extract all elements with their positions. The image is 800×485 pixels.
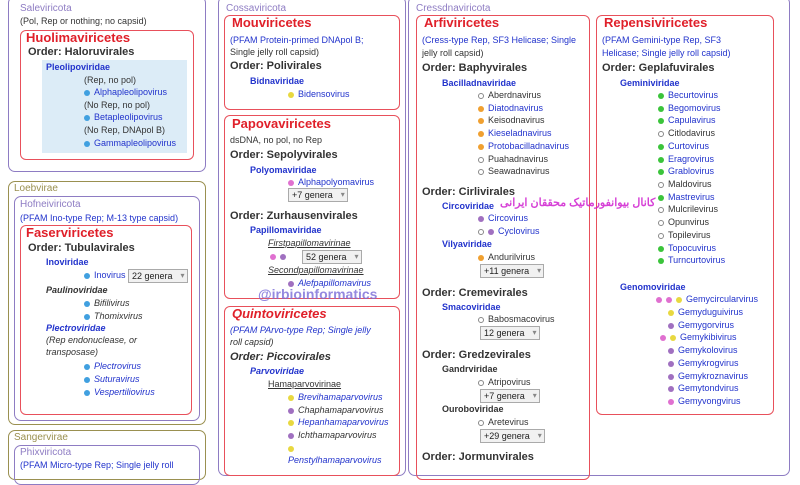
genus-dot-icon <box>666 297 672 303</box>
unknown-dot-icon <box>658 207 664 213</box>
seawadnavirus-genus[interactable]: Seawadnavirus <box>478 166 550 177</box>
brevihamaparvovirus-genus[interactable]: Brevihamaparvovirus <box>288 392 383 403</box>
genus-dot-icon <box>84 273 90 279</box>
maldovirus-genus[interactable]: Maldovirus <box>658 179 712 190</box>
arfiviricetes-title: Arfiviricetes <box>424 15 500 30</box>
suturavirus-genus[interactable]: Suturavirus <box>84 374 140 385</box>
topocuvirus-genus[interactable]: Topocuvirus <box>658 243 716 254</box>
papillomaviridae-family[interactable]: Papillomaviridae <box>250 225 322 235</box>
genus-dot-icon <box>660 335 666 341</box>
genus-dot-icon <box>478 118 484 124</box>
firstpapilloma-genera-select[interactable]: 52 genera ▾ <box>302 250 362 264</box>
bidensovirus-genus[interactable]: Bidensovirus <box>288 89 350 100</box>
ouroboviridae-family[interactable]: Ouroboviridae <box>442 404 504 414</box>
topilevirus-genus[interactable]: Topilevirus <box>658 230 711 241</box>
gemykolovirus-genus[interactable]: Gemykolovirus <box>668 345 738 356</box>
ichthamaparvovirus-genus[interactable]: Ichthamaparvovirus <box>288 430 377 441</box>
genomoviridae-family[interactable]: Genomoviridae <box>620 282 686 292</box>
cirlivirales-order: Order: Cirlivirales <box>422 186 515 198</box>
inovirus-genus[interactable]: Inovirus <box>84 270 126 281</box>
genus-dot-icon <box>658 169 664 175</box>
mouviricetes-title: Mouviricetes <box>232 15 312 30</box>
genus-dot-icon <box>668 374 674 380</box>
firstpapilloma-dots <box>270 251 290 262</box>
vilya-genera-select[interactable]: +11 genera ▾ <box>480 264 544 278</box>
hepanhamaparvovirus-genus[interactable]: Hepanhamaparvovirus <box>288 417 389 428</box>
genus-dot-icon <box>478 144 484 150</box>
genus-dot-icon <box>478 106 484 112</box>
genus-dot-icon <box>658 144 664 150</box>
aberdnavirus-genus[interactable]: Aberdnavirus <box>478 90 541 101</box>
faserviricetes-title: Faserviricetes <box>26 225 114 240</box>
penstylhamaparvovirus-genus[interactable]: Penstylhamaparvovirus <box>288 455 382 465</box>
channel-watermark: کانال بیوانفورماتیک محققان ایرانی <box>500 197 656 209</box>
grablovirus-genus[interactable]: Grablovirus <box>658 166 714 177</box>
genus-dot-icon <box>84 377 90 383</box>
genus-dot-icon <box>478 216 484 222</box>
gandr-genera-select[interactable]: +7 genera ▾ <box>480 389 540 403</box>
papovaviricetes-title: Papovaviricetes <box>232 116 332 131</box>
repensiviricetes-note-1: (PFAM Gemini-type Rep, SF3 <box>602 35 722 45</box>
unknown-dot-icon <box>478 93 484 99</box>
genus-dot-icon <box>658 106 664 112</box>
genus-dot-icon <box>84 115 90 121</box>
quintoviricetes-note-2: roll capsid) <box>230 337 274 347</box>
inoviridae-family[interactable]: Inoviridae <box>46 257 89 267</box>
polivirales-order: Order: Polivirales <box>230 60 322 72</box>
phixviricota-note: (PFAM Micro-type Rep; Single jelly roll <box>20 460 174 470</box>
genus-dot-icon <box>84 141 90 147</box>
jormunvirales-order: Order: Jormunvirales <box>422 451 534 463</box>
papovaviricetes-note: dsDNA, no pol, no Rep <box>230 135 323 145</box>
genus-dot-icon <box>478 131 484 137</box>
saleviricota-title: Saleviricota <box>20 3 72 14</box>
geminiviridae-family[interactable]: Geminiviridae <box>620 78 680 88</box>
genus-dot-icon <box>478 255 484 261</box>
genus-dot-icon <box>670 335 676 341</box>
penstyl-dot <box>288 443 298 454</box>
genus-dot-icon <box>288 408 294 414</box>
cressdnaviricota-title: Cressdnaviricota <box>416 3 491 14</box>
genus-dot-icon <box>658 93 664 99</box>
gemyduguivirus-genus[interactable]: Gemyduguivirus <box>668 307 743 318</box>
firstpapillomavirinae-subfamily[interactable]: Firstpapillomavirinae <box>268 238 351 248</box>
genus-dot-icon <box>668 386 674 392</box>
unknown-dot-icon <box>658 131 664 137</box>
capulavirus-genus[interactable]: Capulavirus <box>658 115 716 126</box>
smacoviridae-family[interactable]: Smacoviridae <box>442 302 501 312</box>
mouviricetes-note-1: (PFAM Protein-primed DNApol B; <box>230 35 364 45</box>
genus-dot-icon <box>288 180 294 186</box>
quintoviricetes-title: Quintoviricetes <box>232 306 327 321</box>
arfiviricetes-note-2: jelly roll capsid) <box>422 48 484 58</box>
piccovirales-order: Order: Piccovirales <box>230 351 331 363</box>
mouviricetes-note-2: Single jelly roll capsid) <box>230 47 320 57</box>
handle-watermark: @irbioinformatics <box>258 286 378 302</box>
andurilvirus-genus[interactable]: Anduril​virus <box>478 252 535 263</box>
thomixvirus-genus[interactable]: Thomixvirus <box>84 311 143 322</box>
betapleolipovirus-genus[interactable]: Betapleolipovirus <box>84 112 163 123</box>
mastrevirus-genus[interactable]: Mastrevirus <box>658 192 715 203</box>
ourobo-genera-select[interactable]: +29 genera ▾ <box>480 429 545 443</box>
sangervirae-title: Sangervirae <box>14 432 68 443</box>
genus-dot-icon <box>668 399 674 405</box>
genus-dot-icon <box>84 90 90 96</box>
curtovirus-genus[interactable]: Curtovirus <box>658 141 709 152</box>
gemygorvirus-genus[interactable]: Gemygorvirus <box>668 320 734 331</box>
atripovirus-genus[interactable]: Atripovirus <box>478 377 531 388</box>
secondpapillomavirinae-subfamily[interactable]: Secondpapillomavirinae <box>268 265 364 275</box>
genus-dot-icon <box>288 92 294 98</box>
protobacilladnavirus-genus[interactable]: Protobacilladnavirus <box>478 141 569 152</box>
citlodavirus-genus[interactable]: Citlodavirus <box>658 128 715 139</box>
repensiviricetes-title: Repensiviricetes <box>604 15 708 30</box>
eragrovirus-genus[interactable]: Eragrovirus <box>658 154 714 165</box>
gemytondvirus-genus[interactable]: Gemytondvirus <box>668 383 739 394</box>
gammapleolipovirus-genus[interactable]: Gammapleolipovirus <box>84 138 176 149</box>
genus-dot-icon <box>288 433 294 439</box>
plectro-note-2: transposase) <box>46 347 99 357</box>
genus-dot-icon <box>84 390 90 396</box>
parvoviridae-family[interactable]: Parvoviridae <box>250 366 305 376</box>
chaphamaparvovirus-genus[interactable]: Chaphamaparvovirus <box>288 405 384 416</box>
kieseladnavirus-genus[interactable]: Kieseladnavirus <box>478 128 552 139</box>
unknown-dot-icon <box>478 380 484 386</box>
hamaparvovirinae-subfamily[interactable]: Hamaparvovirinae <box>268 379 342 389</box>
repensiviricetes-note-2: Helicase; Single jelly roll capsid) <box>602 48 731 58</box>
gemykrogvirus-genus[interactable]: Gemykrogvirus <box>668 358 739 369</box>
puahadnavirus-genus[interactable]: Puahadnavirus <box>478 154 548 165</box>
plectro-note-1: (Rep endonuclease, or <box>46 335 138 345</box>
gandrviridae-family[interactable]: Gandrviridae <box>442 364 498 374</box>
quintoviricetes-note-1: (PFAM PArvo-type Rep; Single jelly <box>230 325 371 335</box>
genus-dot-icon <box>488 229 494 235</box>
diatodnavirus-genus[interactable]: Diatodnavirus <box>478 103 543 114</box>
gemyvongvirus-genus[interactable]: Gemyvongvirus <box>668 396 741 407</box>
genus-dot-icon <box>84 301 90 307</box>
zurhausenvirales-order: Order: Zurhausenvirales <box>230 210 358 222</box>
unknown-dot-icon <box>658 220 664 226</box>
gemycircularvirus-genus[interactable]: Gemycircularvirus <box>656 294 758 305</box>
paulinoviridae-family[interactable]: Paulinoviridae <box>46 285 108 295</box>
aretevirus-genus[interactable]: Aretevirus <box>478 417 529 428</box>
bidnaviridae-family[interactable]: Bidnaviridae <box>250 76 305 86</box>
plectrovirus-genus[interactable]: Plectrovirus <box>84 361 141 372</box>
genus-dot-icon <box>658 258 664 264</box>
genus-dot-icon <box>84 364 90 370</box>
genus-dot-icon <box>668 361 674 367</box>
unknown-dot-icon <box>658 182 664 188</box>
hofneiviricota-note: (PFAM Ino-type Rep; M-13 type capsid) <box>20 213 179 223</box>
unknown-dot-icon <box>478 420 484 426</box>
vespertiliovirus-genus[interactable]: Vespertiliovirus <box>84 387 155 398</box>
mulcrilevirus-genus[interactable]: Mulcrilevirus <box>658 204 718 215</box>
tubulavirales-order: Order: Tubulavirales <box>28 242 135 254</box>
haloruvirales-order: Order: Haloruvirales <box>28 46 135 58</box>
gemykroznavirus-genus[interactable]: Gemykroznavirus <box>668 371 748 382</box>
babosmacovirus-genus[interactable]: Babosmacovirus <box>478 314 555 325</box>
inovirus-genera-select[interactable]: 22 genera ▾ <box>128 269 188 283</box>
unknown-dot-icon <box>478 317 484 323</box>
pleolipo-note-3: (No Rep, DNApol B) <box>84 125 166 135</box>
huolimaviricetes-title: Huolimaviricetes <box>26 30 131 45</box>
gredzevirales-order: Order: Gredzevirales <box>422 349 531 361</box>
sepolyvirales-order: Order: Sepolyvirales <box>230 149 338 161</box>
smaco-genera-select[interactable]: 12 genera ▾ <box>480 326 540 340</box>
cossaviricota-title: Cossaviricota <box>226 3 287 14</box>
loebvirae-title: Loebvirae <box>14 183 58 194</box>
circovirus-genus[interactable]: Circovirus <box>478 213 528 224</box>
unknown-dot-icon <box>478 229 484 235</box>
genus-dot-icon <box>656 297 662 303</box>
phixviricota-title: Phixviricota <box>20 447 72 458</box>
alefpapillomavirus-genus[interactable]: Alefpapillomavirus <box>288 278 371 289</box>
genus-dot-icon <box>668 348 674 354</box>
alphapolyomavirus-genus[interactable]: Alphapolyomavirus <box>288 177 374 188</box>
genus-dot-icon <box>658 157 664 163</box>
becurtovirus-genus[interactable]: Becurtovirus <box>658 90 718 101</box>
circoviridae-family[interactable]: Circoviridae <box>442 201 495 211</box>
genus-dot-icon <box>658 195 664 201</box>
genus-dot-icon <box>668 323 674 329</box>
genus-dot-icon <box>280 254 286 260</box>
hofneiviricota-title: Hofneiviricota <box>20 199 81 210</box>
plectroviridae-family[interactable]: Plectroviridae <box>46 323 106 333</box>
genus-dot-icon <box>658 118 664 124</box>
bifilivirus-genus[interactable]: Bifilivirus <box>84 298 130 309</box>
cyclovirus-genus[interactable]: Cyclovirus <box>478 226 540 237</box>
genus-dot-icon <box>676 297 682 303</box>
genus-dot-icon <box>288 420 294 426</box>
bacilladnaviridae-family[interactable]: Bacilladnaviridae <box>442 78 517 88</box>
unknown-dot-icon <box>478 169 484 175</box>
pleolipoviridae-family[interactable]: Pleolipoviridae <box>46 62 111 72</box>
alphapleolipovirus-genus[interactable]: Alphapleolipovirus <box>84 87 167 98</box>
polyoma-genera-select[interactable]: +7 genera ▾ <box>288 188 348 202</box>
pleolipo-note-2: (No Rep, no pol) <box>84 100 151 110</box>
genus-dot-icon <box>288 395 294 401</box>
gemykibivirus-genus[interactable]: Gemykibivirus <box>660 332 737 343</box>
geplafuvirales-order: Order: Geplafuvirales <box>602 62 715 74</box>
genus-dot-icon <box>668 310 674 316</box>
polyomaviridae-family[interactable]: Polyomaviridae <box>250 165 317 175</box>
keisodnavirus-genus[interactable]: Keisodnavirus <box>478 115 545 126</box>
unknown-dot-icon <box>478 157 484 163</box>
opunvirus-genus[interactable]: Opunvirus <box>658 217 709 228</box>
unknown-dot-icon <box>658 233 664 239</box>
pleolipo-note-1: (Rep, no pol) <box>84 75 137 85</box>
genus-dot-icon <box>658 246 664 252</box>
turncurtovirus-genus[interactable]: Turncurtovirus <box>658 255 725 266</box>
begomovirus-genus[interactable]: Begomovirus <box>658 103 721 114</box>
vilyaviridae-family[interactable]: Vilyaviridae <box>442 239 492 249</box>
cremevirales-order: Order: Cremevirales <box>422 287 528 299</box>
genus-dot-icon <box>270 254 276 260</box>
genus-dot-icon <box>84 314 90 320</box>
saleviricota-note: (Pol, Rep or nothing; no capsid) <box>20 16 147 26</box>
arfiviricetes-note-1: (Cress-type Rep, SF3 Helicase; Single <box>422 35 577 45</box>
genus-dot-icon <box>288 446 294 452</box>
baphyvirales-order: Order: Baphyvirales <box>422 62 528 74</box>
